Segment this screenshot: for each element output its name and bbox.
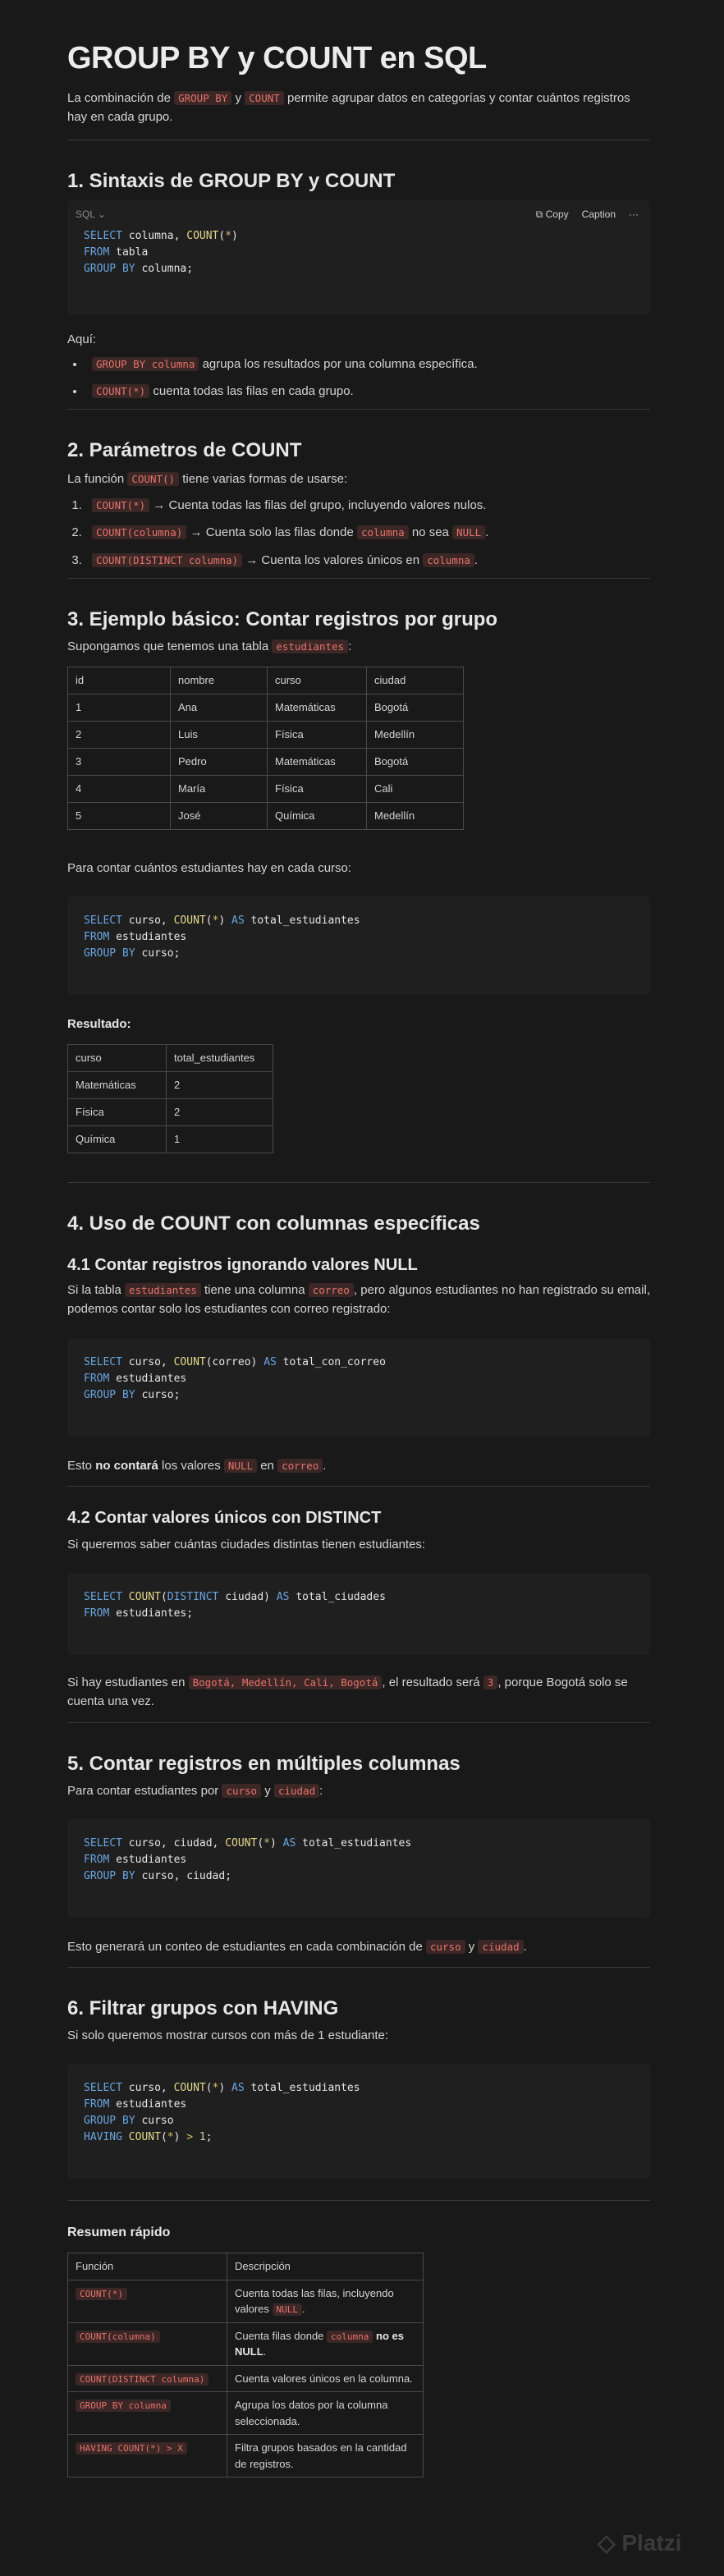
inline-code: estudiantes: [125, 1283, 201, 1297]
paragraph: [67, 1281, 650, 1319]
inline-code: ciudad: [274, 1784, 319, 1798]
text: en: [257, 1459, 278, 1473]
text: , el resultado será: [382, 1675, 483, 1689]
table-cell: José: [171, 803, 268, 830]
table-header-cell: Descripción: [227, 2253, 424, 2280]
text: Para contar estudiantes por: [67, 1784, 222, 1798]
table-cell: 2: [167, 1099, 273, 1126]
inline-code: COUNT(columna): [76, 2331, 160, 2343]
inline-code: GROUP BY: [174, 91, 231, 105]
code-block: [67, 1338, 650, 1437]
table-row: [68, 776, 464, 803]
language-label: SQL: [76, 209, 95, 220]
text: .: [302, 2303, 305, 2315]
text: .: [263, 2345, 267, 2358]
code-block: [67, 200, 650, 315]
text: Esto: [67, 1459, 96, 1473]
table-header-cell: total_estudiantes: [167, 1045, 273, 1072]
text: tiene una columna: [200, 1283, 309, 1297]
divider: [67, 2200, 650, 2201]
list-item: [85, 523, 652, 542]
text: .: [474, 552, 479, 567]
table-cell: [227, 2280, 424, 2322]
table-row: [68, 2392, 424, 2435]
code-block: [67, 2064, 650, 2179]
table-cell: Física: [68, 1099, 167, 1126]
list-item: [85, 496, 652, 515]
table-cell: [68, 2435, 227, 2477]
text: Cuenta todas las filas, incluyendo valores: [235, 2286, 394, 2315]
table-cell: Agrupa los datos por la columna seleccionada.: [227, 2392, 424, 2435]
more-options-icon[interactable]: ···: [629, 209, 639, 220]
text: La combinación de: [67, 91, 175, 105]
table-row: [68, 1072, 273, 1099]
copy-label: Copy: [545, 209, 569, 220]
text: , pero algunos estudiantes no han registrado su email, podemos contar solo los estudiantes con correo registrado:: [67, 1283, 650, 1317]
table-cell: Bogotá: [367, 694, 464, 722]
paragraph: Si queremos saber cuántas ciudades distintas tienen estudiantes:: [67, 1538, 426, 1552]
table-row: [68, 1126, 273, 1153]
text: Si hay estudiantes en: [67, 1675, 189, 1689]
table-cell: [68, 2365, 227, 2392]
table-cell: 3: [68, 749, 171, 776]
divider: [67, 578, 650, 579]
inline-code: Bogotá, Medellín, Cali, Bogotá: [189, 1675, 383, 1689]
paragraph: Para contar cuántos estudiantes hay en cada curso:: [67, 861, 352, 875]
text: tiene varias formas de usarse:: [179, 472, 348, 486]
chevron-down-icon: ⌄: [97, 209, 106, 220]
result-table: [67, 1044, 273, 1153]
paragraph: [67, 637, 650, 656]
text: Si la tabla: [67, 1283, 126, 1297]
text: Esto generará un conteo de estudiantes en cada combinación de: [67, 1940, 426, 1954]
paragraph: Si solo queremos mostrar cursos con más de 1 estudiante:: [67, 2028, 389, 2042]
code-content: SELECT COUNT(DISTINCT ciudad) AS total_ciudades FROM estudiantes;: [84, 1591, 386, 1620]
section-heading: 3. Ejemplo básico: Contar registros por grupo: [67, 608, 498, 630]
table-cell: Matemáticas: [268, 694, 367, 722]
table-header-cell: Función: [68, 2253, 227, 2280]
inline-code: COUNT: [245, 91, 284, 105]
result-label: Resultado:: [67, 1017, 131, 1031]
inline-code: NULL: [224, 1459, 257, 1473]
inline-code: curso: [426, 1940, 465, 1954]
table-cell: 4: [68, 776, 171, 803]
text: y: [465, 1940, 479, 1954]
inline-code: correo: [277, 1459, 323, 1473]
table-cell: Cuenta valores únicos en la columna.: [227, 2365, 424, 2392]
paragraph: [67, 1673, 650, 1712]
table-header-row: [68, 1045, 273, 1072]
text: no sea: [408, 525, 453, 540]
inline-code: COUNT(columna): [92, 525, 186, 539]
table-cell: Física: [268, 722, 367, 749]
table-cell: 1: [68, 694, 171, 722]
section-heading: 2. Parámetros de COUNT: [67, 439, 302, 461]
inline-code: NULL: [452, 525, 485, 539]
table-header-cell: nombre: [171, 667, 268, 694]
paragraph: [67, 1456, 650, 1475]
code-tools: [533, 204, 642, 224]
inline-code: COUNT(): [127, 472, 179, 486]
table-cell: Matemáticas: [268, 749, 367, 776]
table-header-cell: curso: [268, 667, 367, 694]
inline-code: estudiantes: [272, 639, 348, 653]
table-row: [68, 1099, 273, 1126]
table-row: [68, 694, 464, 722]
table-row: [68, 2322, 424, 2365]
table-cell: 2: [167, 1072, 273, 1099]
table-header-cell: id: [68, 667, 171, 694]
divider: [67, 1486, 650, 1487]
intro-paragraph: [67, 89, 650, 127]
inline-code: correo: [309, 1283, 354, 1297]
table-cell: Luis: [171, 722, 268, 749]
table-cell: Medellín: [367, 803, 464, 830]
table-cell: [227, 2322, 424, 2365]
inline-code: COUNT(DISTINCT columna): [92, 553, 242, 567]
inline-code: ciudad: [478, 1940, 523, 1954]
text: los valores: [158, 1459, 224, 1473]
inline-code: NULL: [273, 2303, 303, 2316]
list-item: [85, 355, 652, 374]
table-cell: [68, 2392, 227, 2435]
table-cell: 1: [167, 1126, 273, 1153]
code-content: SELECT curso, COUNT(*) AS total_estudiantes FROM estudiantes GROUP BY curso;: [84, 914, 360, 960]
text: → Cuenta todas las filas del grupo, incluyendo valores nulos.: [149, 498, 487, 512]
caption-button[interactable]: Caption: [581, 209, 616, 220]
table-header-cell: ciudad: [367, 667, 464, 694]
text: .: [323, 1459, 327, 1473]
table-cell: Física: [268, 776, 367, 803]
table-cell: María: [171, 776, 268, 803]
bold-text: no es NULL: [235, 2329, 404, 2358]
text: y: [231, 91, 245, 105]
table-cell: Filtra grupos basados en la cantidad de registros.: [227, 2435, 424, 2477]
table-header-row: [68, 2253, 424, 2280]
table-cell: [68, 2322, 227, 2365]
text: .: [485, 525, 489, 540]
table-cell: Química: [268, 803, 367, 830]
code-content: SELECT curso, COUNT(correo) AS total_con_correo FROM estudiantes GROUP BY curso;: [84, 1356, 386, 1401]
table-cell: Cali: [367, 776, 464, 803]
page-title: GROUP BY y COUNT en SQL: [67, 41, 487, 76]
inline-code: 3: [483, 1675, 498, 1689]
table-cell: 2: [68, 722, 171, 749]
text: , porque Bogotá solo se cuenta una vez.: [67, 1675, 628, 1709]
inline-code: columna: [423, 553, 474, 567]
subsection-heading: 4.1 Contar registros ignorando valores NULL: [67, 1256, 418, 1274]
paragraph: [67, 1781, 650, 1800]
text: :: [348, 639, 352, 653]
text: → Cuenta solo las filas donde: [186, 525, 357, 540]
divider: [67, 1722, 650, 1723]
text: y: [261, 1784, 274, 1798]
code-block: [67, 896, 650, 995]
paragraph: [67, 1937, 650, 1956]
inline-code: GROUP BY columna: [92, 357, 199, 371]
inline-code: COUNT(*): [92, 498, 149, 512]
divider: [67, 409, 650, 410]
list-item: [85, 382, 652, 401]
table-cell: Matemáticas: [68, 1072, 167, 1099]
copy-button[interactable]: [533, 204, 572, 224]
code-block: [67, 1819, 650, 1918]
code-content: SELECT curso, ciudad, COUNT(*) AS total_estudiantes FROM estudiantes GROUP BY curso, ciudad;: [84, 1837, 412, 1882]
copy-icon: ⧉: [535, 209, 543, 220]
divider: [67, 1967, 650, 1968]
inline-code: curso: [222, 1784, 261, 1798]
table-cell: Medellín: [367, 722, 464, 749]
list-item: [85, 551, 652, 570]
table-cell: Ana: [171, 694, 268, 722]
table-row: [68, 722, 464, 749]
text: Cuenta filas donde: [235, 2329, 328, 2342]
inline-code: COUNT(DISTINCT columna): [76, 2373, 208, 2386]
table-header-cell: curso: [68, 1045, 167, 1072]
aqui-label: Aquí:: [67, 332, 97, 346]
table-header-row: [68, 667, 464, 694]
summary-heading: Resumen rápido: [67, 2225, 171, 2239]
text: permite agrupar datos en categorías y contar cuántos registros hay en cada grupo.: [67, 91, 630, 125]
table-row: [68, 803, 464, 830]
numbered-list: [67, 496, 652, 578]
text: La función: [67, 472, 128, 486]
table-cell: 5: [68, 803, 171, 830]
platzi-logo: [598, 2525, 681, 2560]
code-block: [67, 1573, 650, 1655]
inline-code: columna: [357, 525, 409, 539]
table-row: [68, 2435, 424, 2477]
summary-table: [67, 2253, 424, 2477]
table-row: [68, 749, 464, 776]
divider: [67, 1182, 650, 1183]
text: Supongamos que tenemos una tabla: [67, 639, 273, 653]
bullet-list: [67, 355, 652, 410]
table-cell: Bogotá: [367, 749, 464, 776]
text: → Cuenta los valores únicos en: [242, 552, 424, 567]
text: .: [523, 1940, 527, 1954]
table-cell: Química: [68, 1126, 167, 1153]
bold-text: no contará: [95, 1459, 158, 1473]
logo-text: Platzi: [621, 2530, 682, 2555]
inline-code: COUNT(*): [92, 384, 149, 398]
subsection-heading: 4.2 Contar valores únicos con DISTINCT: [67, 1509, 382, 1527]
text: cuenta todas las filas en cada grupo.: [149, 384, 354, 399]
inline-code: columna: [327, 2331, 373, 2343]
text: agrupa los resultados por una columna específica.: [199, 357, 478, 371]
section-heading: 6. Filtrar grupos con HAVING: [67, 1997, 339, 2019]
code-block-header: [67, 200, 650, 228]
inline-code: GROUP BY columna: [76, 2400, 171, 2412]
table-row: [68, 2280, 424, 2322]
table-row: [68, 2365, 424, 2392]
section-heading: 5. Contar registros en múltiples columnas: [67, 1753, 461, 1775]
table-cell: Pedro: [171, 749, 268, 776]
code-content: SELECT columna, COUNT(*) FROM tabla GROUP BY columna;: [84, 230, 238, 275]
language-select[interactable]: [76, 206, 106, 222]
section-heading: 1. Sintaxis de GROUP BY y COUNT: [67, 170, 396, 192]
inline-code: HAVING COUNT(*) > X: [76, 2442, 187, 2455]
paragraph: [67, 470, 650, 488]
platzi-logo-icon: ◇: [598, 2530, 616, 2555]
inline-code: COUNT(*): [76, 2288, 127, 2300]
code-content: SELECT curso, COUNT(*) AS total_estudiantes FROM estudiantes GROUP BY curso HAVING COUNT(*) > 1;: [84, 2082, 360, 2143]
students-table: [67, 667, 464, 830]
table-cell: [68, 2280, 227, 2322]
section-heading: 4. Uso de COUNT con columnas específicas: [67, 1212, 480, 1235]
text: :: [319, 1784, 323, 1798]
